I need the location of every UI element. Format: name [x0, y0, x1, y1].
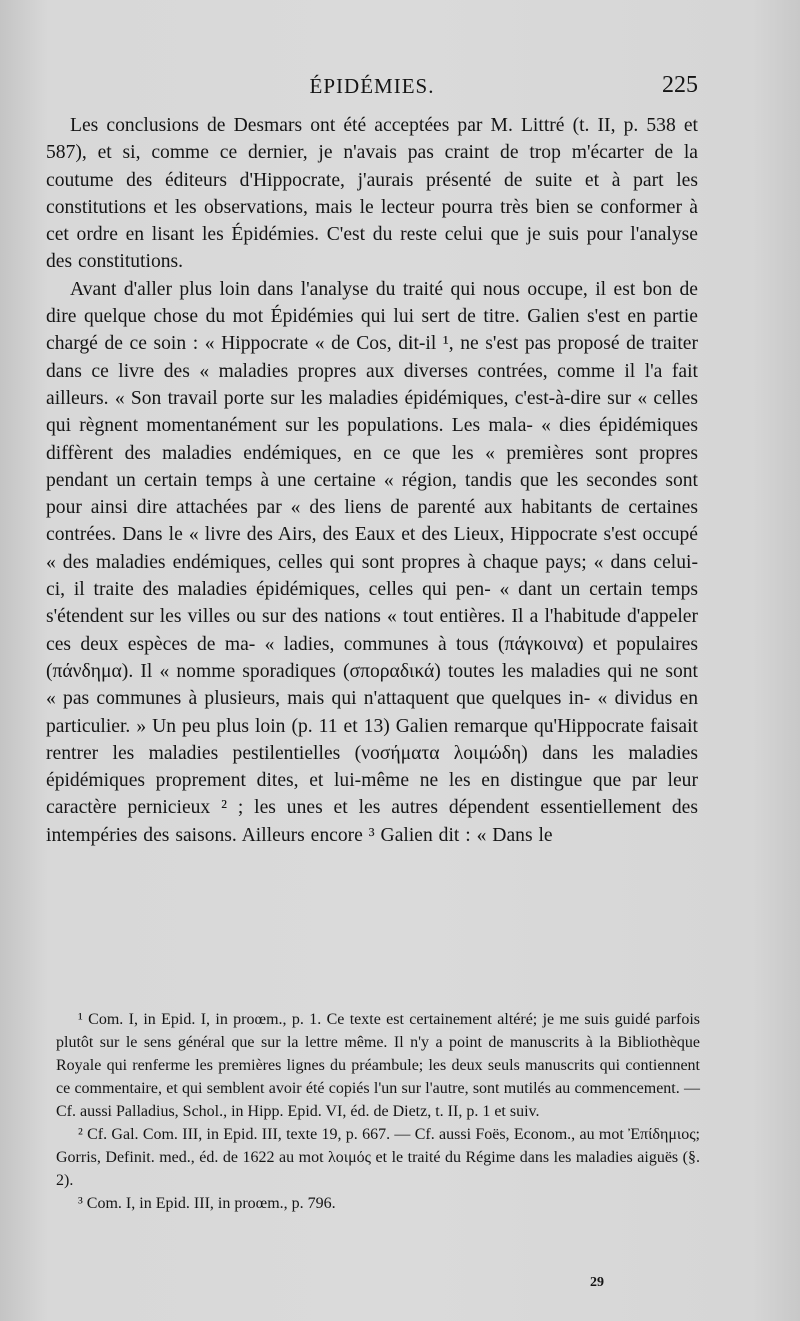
running-title: ÉPIDÉMIES. [309, 74, 435, 98]
page-header [46, 66, 698, 106]
footnotes [56, 1008, 700, 1215]
printer-signature-mark: 29 [590, 1275, 604, 1290]
main-text [46, 112, 698, 849]
paragraph-conclusions: Les conclusions de Desmars ont été acceptées par M. Littré (t. II, p. 538 et 587), et si, comme ce dernier, je n'avais pas craint de trop m'écarter de la coutume des éditeurs d'Hippocrate, j'aurais présenté de suite et à part les constitutions et les observations, mais le lecteur pourra très bien se conformer à cet ordre en lisant les Épidémies. C'est du reste celui que je suis pour l'analyse des constitutions. [46, 115, 698, 273]
footnote-3: ³ Com. I, in Epid. III, in proœm., p. 796. [78, 1195, 336, 1212]
page-number: 225 [662, 72, 698, 98]
footnote-1: ¹ Com. I, in Epid. I, in proœm., p. 1. Ce texte est certainement altéré; je me suis guidé parfois plutôt sur le sens général que sur la lettre même. Il n'y a point de manuscrits à la Bibliothèque Royale qui renferme les premières lignes du préambule; les deux seuls manuscrits qui contiennent ce commentaire, et qui semblent avoir été copiés l'un sur l'autre, sont mutilés au commencement. — Cf. aussi Palladius, Schol., in Hipp. Epid. VI, éd. de Dietz, t. II, p. 1 et suiv. [56, 1011, 700, 1120]
paragraph-galien-epidemies: Avant d'aller plus loin dans l'analyse du traité qui nous occupe, il est bon de dire quelque chose du mot Épidémies qui lui sert de titre. Galien s'est en partie chargé de ce soin : « Hippocrate « de Cos, dit-il ¹, ne s'est pas proposé de traiter dans ce livre des « maladies propres aux diverses contrées, comme il l'a fait ailleurs. « Son travail porte sur les maladies épidémiques, c'est-à-dire sur « celles qui règnent momentanément sur les populations. Les mala- « dies épidémiques diffèrent des maladies endémiques, en ce que les « premières sont propres pendant un certain temps à une certaine « région, tandis que les secondes sont pour ainsi dire attachées par « des liens de parenté aux habitants de certaines contrées. Dans le « livre des Airs, des Eaux et des Lieux, Hippocrate s'est occupé « des maladies endémiques, celles qui sont propres à chaque pays; « dans celui-ci, il traite des maladies épidémiques, celles qui pen- « dant un certain temps s'étendent sur les villes ou sur des nations « tout entières. Il a l'habitude d'appeler ces deux espèces de ma- « ladies, communes à tous (πάγκοινα) et populaires (πάνδημα). Il « nomme sporadiques (σποραδικά) toutes les maladies qui ne sont « pas communes à plusieurs, mais qui n'attaquent que quelques in- « dividus en particulier. » Un peu plus loin (p. 11 et 13) Galien remarque qu'Hippocrate faisait rentrer les maladies pestilentielles (νοσήματα λοιμώδη) dans les maladies épidémiques proprement dites, et lui-même ne les en distingue que par leur caractère pernicieux ² ; les unes et les autres dépendent essentiellement des intempéries des saisons. Ailleurs encore ³ Galien dit : « Dans le [46, 278, 698, 846]
footnote-2: ² Cf. Gal. Com. III, in Epid. III, texte 19, p. 667. — Cf. aussi Foës, Econom., au mot Ἐπίδημιος; Gorris, Definit. med., éd. de 1622 au mot λοιμός et le traité du Régime dans les maladies aiguës (§. 2). [56, 1126, 700, 1189]
